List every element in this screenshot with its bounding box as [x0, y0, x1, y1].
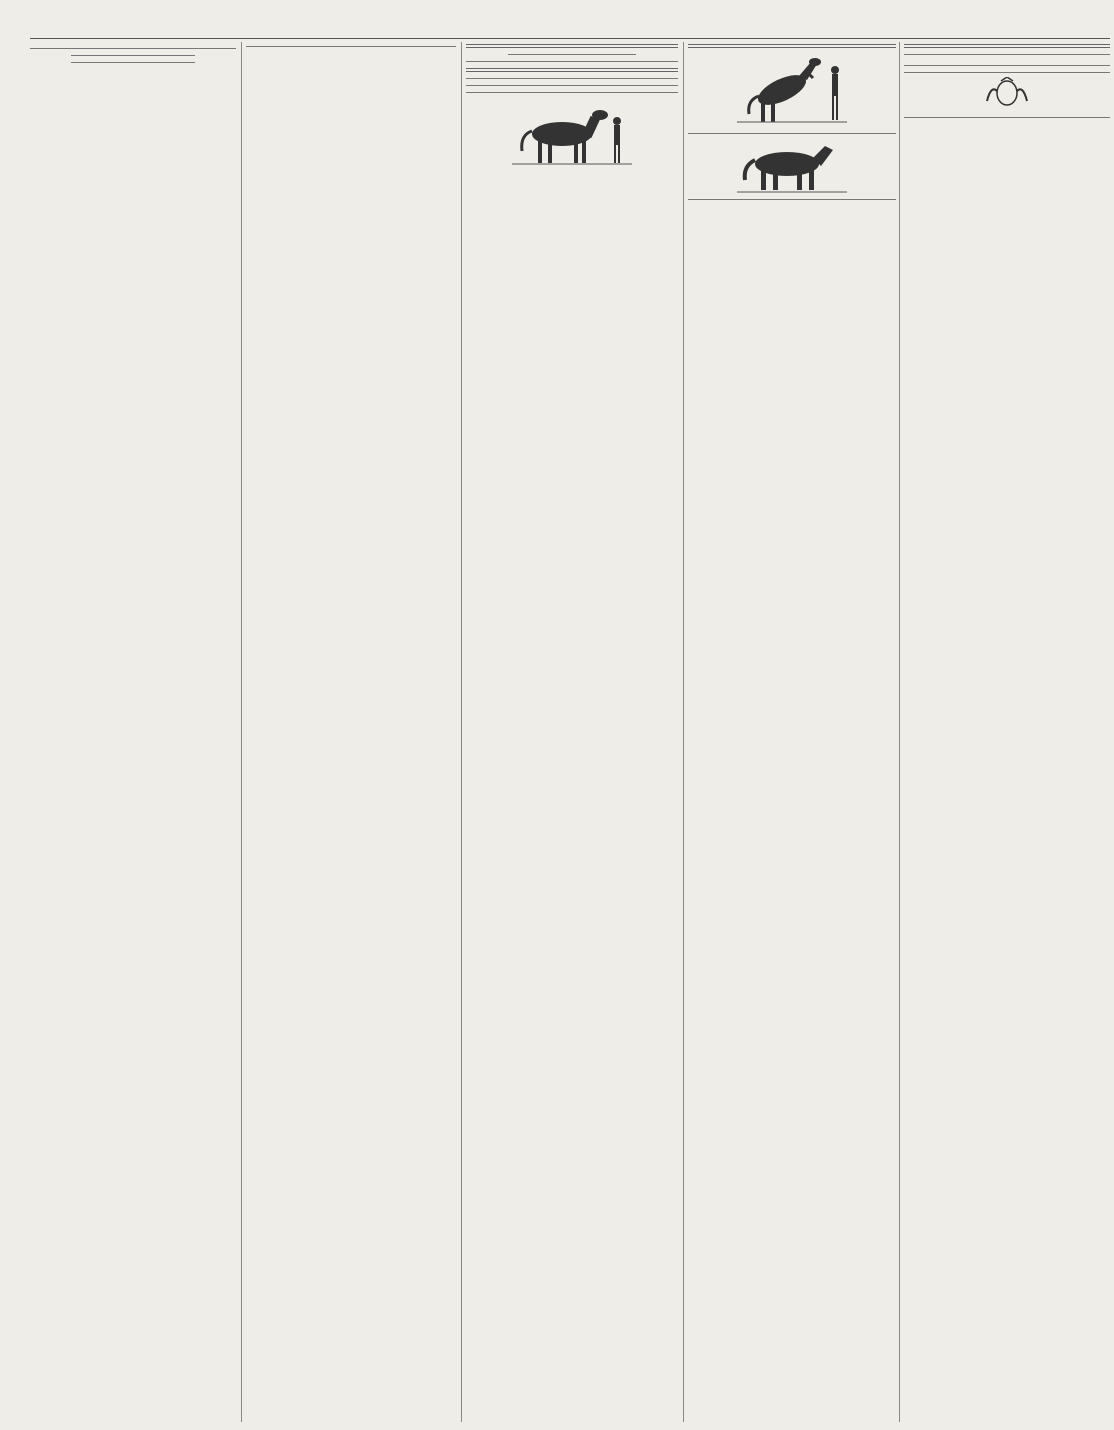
column-3	[466, 42, 678, 1422]
divider	[688, 133, 896, 134]
column-rule	[899, 42, 900, 1422]
divider	[30, 48, 236, 49]
section-label	[904, 44, 1110, 48]
divider	[904, 117, 1110, 118]
column-2	[246, 42, 456, 1422]
column-4	[688, 42, 896, 1422]
divider	[71, 62, 195, 63]
masthead-rule	[30, 38, 1110, 39]
divider	[466, 85, 678, 86]
column-rule	[241, 42, 242, 1422]
royal-crest-icon	[983, 77, 1031, 107]
divider	[71, 55, 195, 56]
section-label	[466, 44, 678, 48]
divider	[466, 78, 678, 79]
divider	[246, 46, 456, 47]
divider	[904, 54, 1110, 55]
column-5	[904, 42, 1110, 1422]
section-label	[466, 68, 678, 72]
divider	[688, 199, 896, 200]
column-rule	[461, 42, 462, 1422]
rearing-horse-illustration	[737, 52, 847, 127]
column-1	[30, 42, 236, 1422]
divider	[466, 61, 678, 62]
divider	[904, 72, 1110, 73]
section-label	[688, 44, 896, 48]
horse-and-groom-illustration	[512, 99, 632, 169]
divider	[508, 54, 635, 55]
divider	[904, 65, 1110, 66]
clydesdale-horse-illustration	[737, 140, 847, 195]
column-rule	[683, 42, 684, 1422]
divider	[466, 92, 678, 93]
crest-row	[910, 77, 1104, 107]
